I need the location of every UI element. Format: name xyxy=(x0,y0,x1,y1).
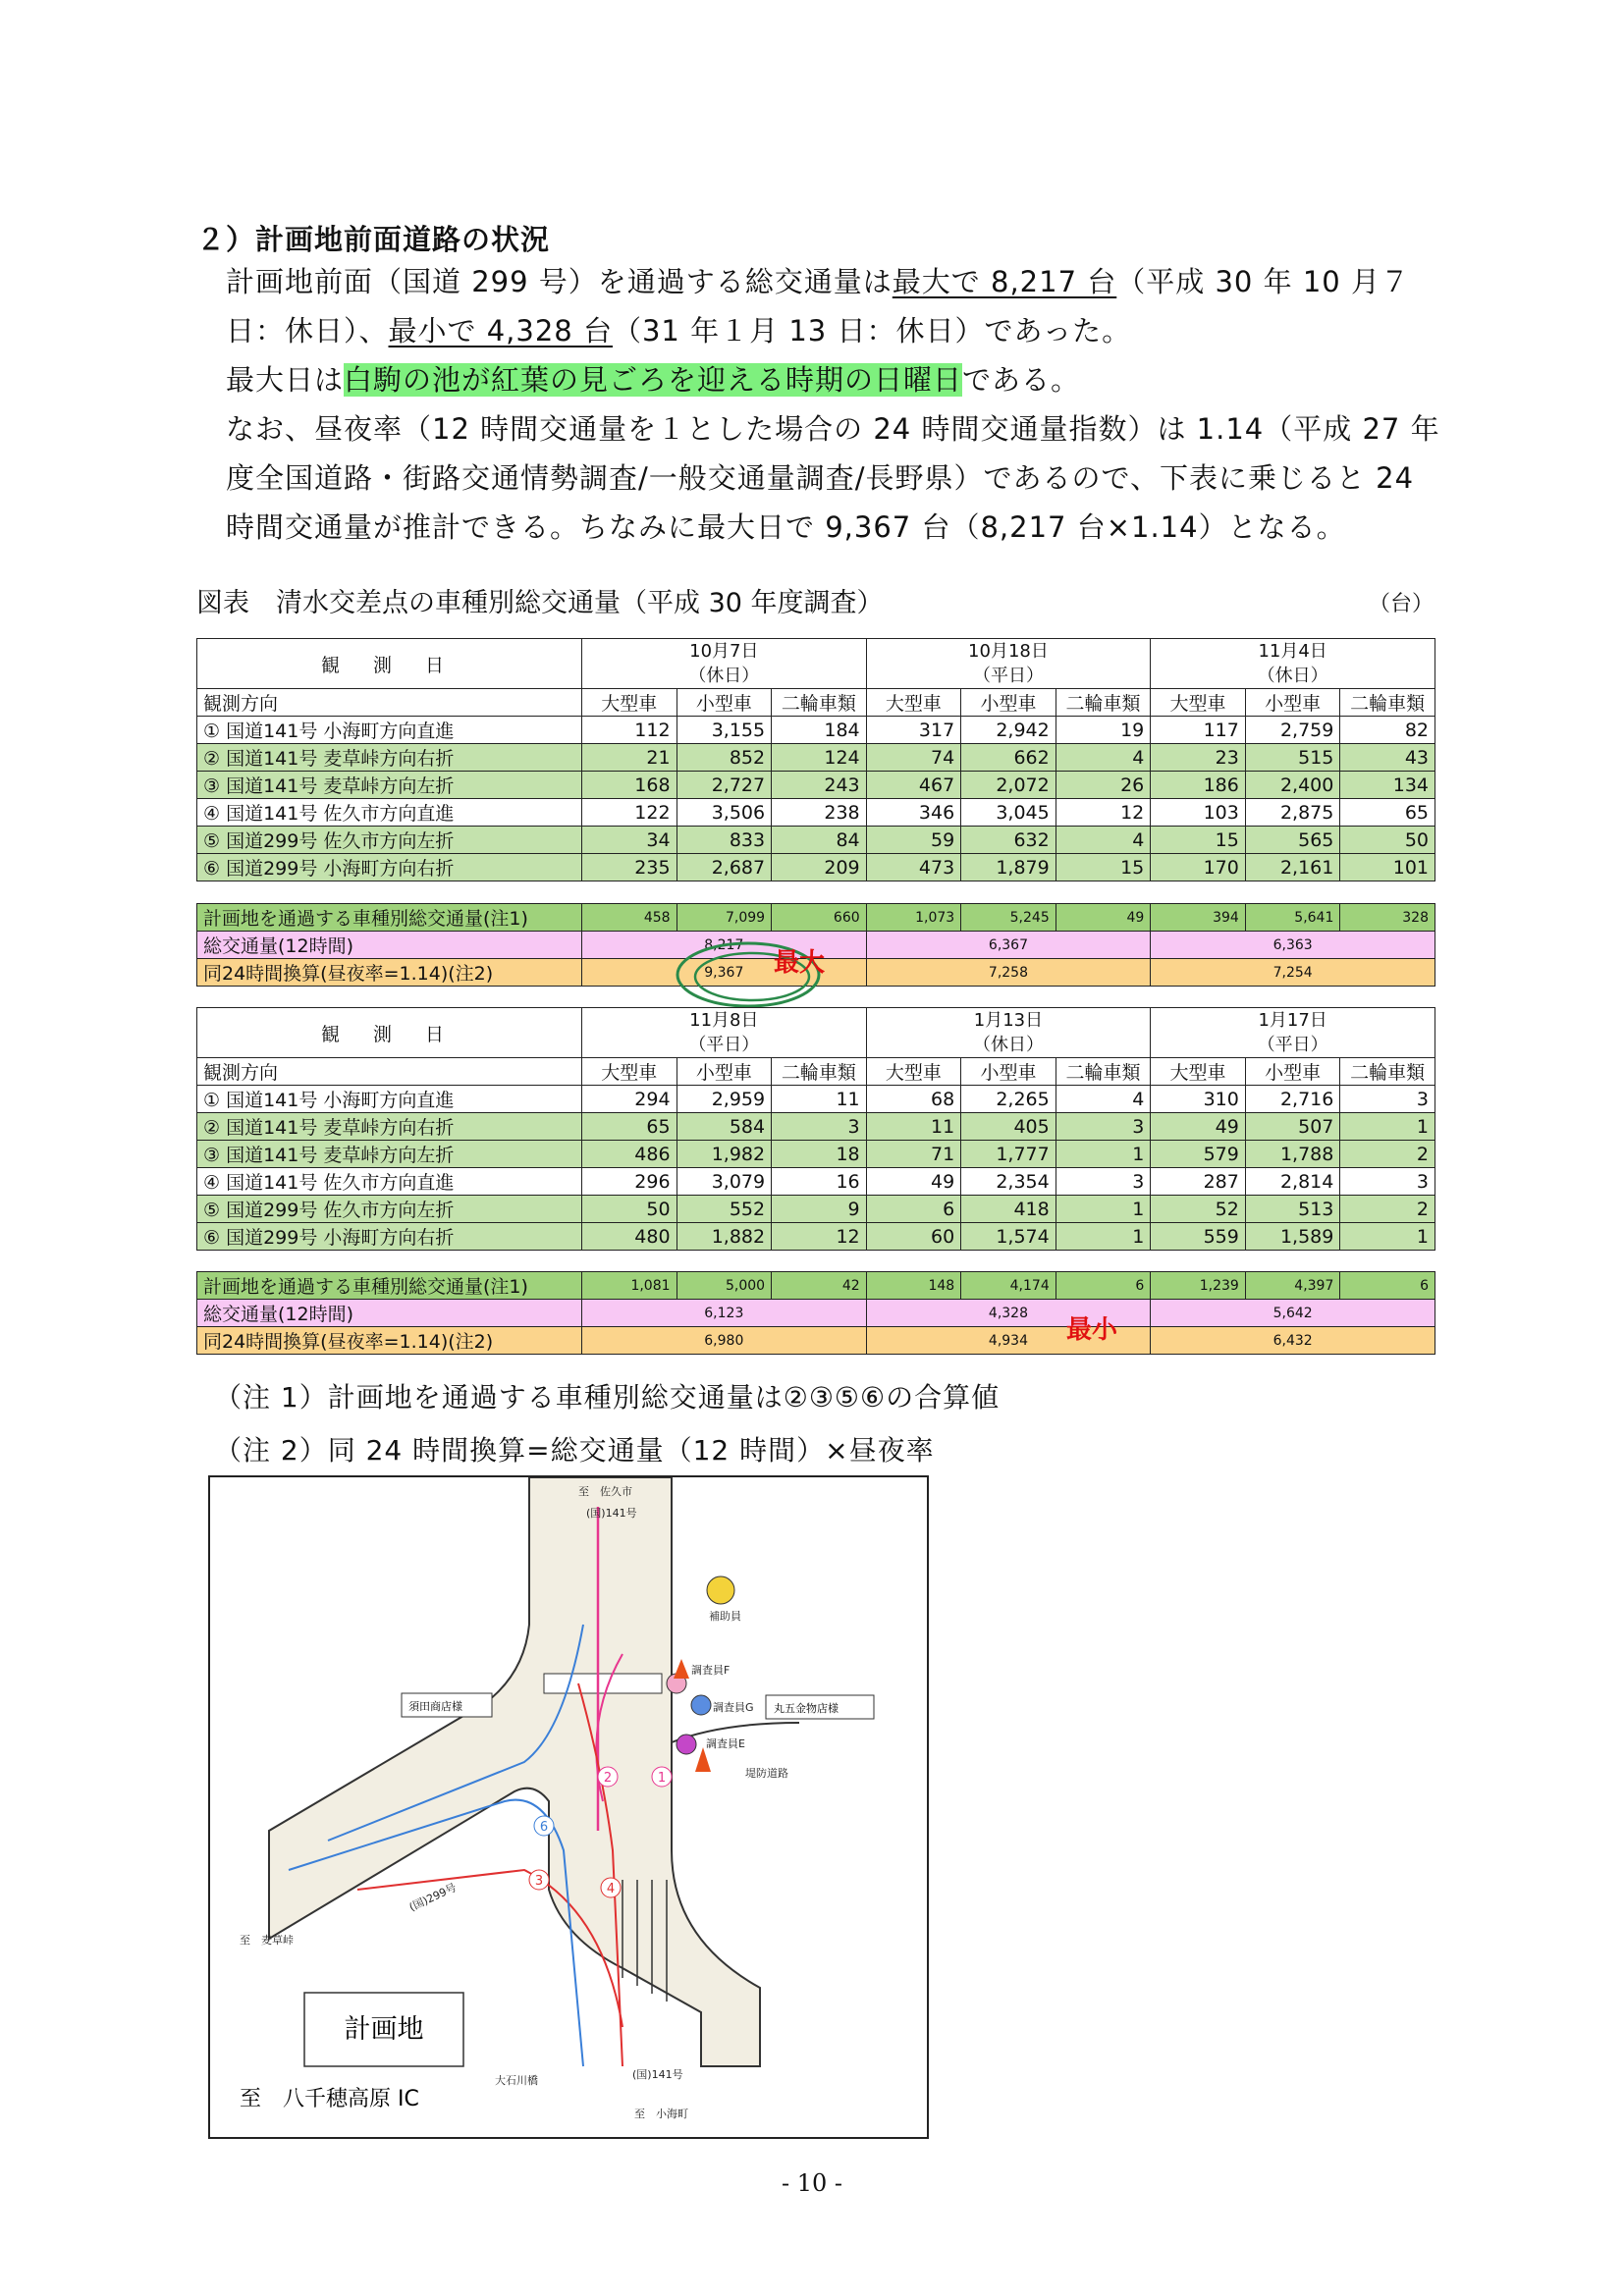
col-large: 大型車 xyxy=(866,1058,961,1086)
direction-cell: ⑥ 国道299号 小海町方向右折 xyxy=(197,854,582,881)
p2-text-a: 最大日は xyxy=(226,363,345,397)
value-cell: 16 xyxy=(772,1168,867,1196)
value-cell: 662 xyxy=(961,744,1056,772)
value-cell: 486 xyxy=(582,1141,677,1168)
twelve-cell: 6,363 xyxy=(1151,932,1435,959)
day24-cell: 6,432 xyxy=(1151,1327,1435,1355)
twelve-cell: 6,367 xyxy=(866,932,1151,959)
day24-cell: 6,980 xyxy=(582,1327,867,1355)
total-cell: 4,397 xyxy=(1245,1272,1340,1300)
value-cell: 287 xyxy=(1151,1168,1246,1196)
flow-number-4-text: 4 xyxy=(606,1882,616,1896)
direction-cell: ② 国道141号 麦草峠方向右折 xyxy=(197,744,582,772)
value-cell: 1,788 xyxy=(1245,1141,1340,1168)
value-cell: 3 xyxy=(1340,1168,1435,1196)
road-141-north xyxy=(269,1477,760,2066)
page-number: - 10 - xyxy=(781,2169,842,2197)
value-cell: 18 xyxy=(772,1141,867,1168)
surveyor-icon xyxy=(677,1735,696,1754)
value-cell: 852 xyxy=(677,744,772,772)
label-oishikawa: 大石川橋 xyxy=(495,2074,538,2087)
min-mark: 最小 xyxy=(1066,1315,1118,1345)
value-cell: 1,589 xyxy=(1245,1223,1340,1251)
table-row xyxy=(197,772,1435,799)
value-cell: 65 xyxy=(1340,799,1435,827)
value-cell: 209 xyxy=(772,854,867,881)
value-cell: 11 xyxy=(772,1086,867,1113)
col-small: 小型車 xyxy=(1245,689,1340,717)
value-cell: 170 xyxy=(1151,854,1246,881)
value-cell: 2,727 xyxy=(677,772,772,799)
value-cell: 65 xyxy=(582,1113,677,1141)
day-header: 10月18日 （平日） xyxy=(866,639,1151,689)
value-cell: 101 xyxy=(1340,854,1435,881)
direction-cell: ⑤ 国道299号 佐久市方向左折 xyxy=(197,1196,582,1223)
p3-text: なお、昼夜率（12 時間交通量を１とした場合の 24 時間交通量指数）は 1.14（平成 27 年度全国道路・街路交通情勢調査/一般交通量調査/長野県）であるので、下表に乗じると 24 時間交通量が推計できる。ちなみに最大日で 9,367 台（8,217 台×1.14）となる。 xyxy=(226,412,1440,544)
table-row xyxy=(197,1168,1435,1196)
value-cell: 1 xyxy=(1056,1141,1151,1168)
label-route141-bottom: (国)141号 xyxy=(632,2068,683,2081)
value-cell: 21 xyxy=(582,744,677,772)
value-cell: 49 xyxy=(1151,1113,1246,1141)
value-cell: 579 xyxy=(1151,1141,1246,1168)
value-cell: 2,400 xyxy=(1245,772,1340,799)
value-cell: 84 xyxy=(772,827,867,854)
p1-text-a: 計画地前面（国道 299 号）を通過する総交通量は xyxy=(226,265,893,298)
value-cell: 513 xyxy=(1245,1196,1340,1223)
p1-text-c: （31 年１月 13 日：休日）であった。 xyxy=(612,314,1132,347)
traffic-table-1 xyxy=(196,638,1435,881)
value-cell: 9 xyxy=(772,1196,867,1223)
direction-label: 観測方向 xyxy=(197,1058,582,1086)
p1-max: 最大で 8,217 台 xyxy=(892,265,1117,298)
flow-number-1-text: 1 xyxy=(657,1771,667,1786)
col-two: 二輪車類 xyxy=(772,689,867,717)
flow-number-2-text: 2 xyxy=(603,1771,613,1786)
value-cell: 34 xyxy=(582,827,677,854)
col-two: 二輪車類 xyxy=(772,1058,867,1086)
value-cell: 23 xyxy=(1151,744,1246,772)
day24-label: 同24時間換算(昼夜率=1.14)(注2) xyxy=(197,959,582,987)
total-cell: 394 xyxy=(1151,904,1246,932)
table-row xyxy=(197,744,1435,772)
value-cell: 26 xyxy=(1056,772,1151,799)
value-cell: 2,354 xyxy=(961,1168,1056,1196)
twelve-label: 総交通量(12時間) xyxy=(197,932,582,959)
direction-cell: ① 国道141号 小海町方向直進 xyxy=(197,717,582,744)
value-cell: 243 xyxy=(772,772,867,799)
label-store-left: 須田商店様 xyxy=(408,1700,462,1713)
twelve-cell: 5,642 xyxy=(1151,1300,1435,1327)
direction-label: 観測方向 xyxy=(197,689,582,717)
value-cell: 112 xyxy=(582,717,677,744)
table-row xyxy=(197,1086,1435,1113)
value-cell: 3 xyxy=(1056,1168,1151,1196)
value-cell: 3 xyxy=(1056,1113,1151,1141)
value-cell: 2,759 xyxy=(1245,717,1340,744)
direction-cell: ⑤ 国道299号 佐久市方向左折 xyxy=(197,827,582,854)
value-cell: 1 xyxy=(1340,1223,1435,1251)
twelve-cell: 4,328 xyxy=(866,1300,1151,1327)
flow-number-6-text: 6 xyxy=(539,1820,549,1835)
value-cell: 238 xyxy=(772,799,867,827)
total-cell: 1,239 xyxy=(1151,1272,1246,1300)
obs-day-label: 観 測 日 xyxy=(197,639,582,689)
day24-cell: 9,367 xyxy=(582,959,867,987)
total-cell: 1,073 xyxy=(866,904,961,932)
direction-cell: ④ 国道141号 佐久市方向直進 xyxy=(197,799,582,827)
value-cell: 2 xyxy=(1340,1141,1435,1168)
day24-cell: 4,934 xyxy=(866,1327,1151,1355)
value-cell: 405 xyxy=(961,1113,1056,1141)
value-cell: 52 xyxy=(1151,1196,1246,1223)
traffic-table-2-summary xyxy=(196,1271,1435,1355)
value-cell: 60 xyxy=(866,1223,961,1251)
table-row xyxy=(197,1113,1435,1141)
value-cell: 3,506 xyxy=(677,799,772,827)
total-cell: 6 xyxy=(1340,1272,1435,1300)
label-to-saku: 至 佐久市 xyxy=(578,1485,632,1498)
paragraph-traffic-summary xyxy=(196,257,1443,552)
total-cell: 660 xyxy=(772,904,867,932)
value-cell: 19 xyxy=(1056,717,1151,744)
value-cell: 2,716 xyxy=(1245,1086,1340,1113)
note-2: （注 2）同 24 時間換算=総交通量（12 時間）×昼夜率 xyxy=(214,1434,935,1467)
direction-cell: ③ 国道141号 麦草峠方向左折 xyxy=(197,772,582,799)
label-to-mugikusa: 至 麦草峠 xyxy=(240,1934,294,1947)
col-small: 小型車 xyxy=(1245,1058,1340,1086)
total-label: 計画地を通過する車種別総交通量(注1) xyxy=(197,1272,582,1300)
value-cell: 584 xyxy=(677,1113,772,1141)
label-route141-top: (国)141号 xyxy=(586,1507,637,1520)
total-cell: 6 xyxy=(1056,1272,1151,1300)
total-cell: 458 xyxy=(582,904,677,932)
caption-title: 図表 清水交差点の車種別総交通量（平成 30 年度調査） xyxy=(196,588,884,618)
value-cell: 467 xyxy=(866,772,961,799)
total-label: 計画地を通過する車種別総交通量(注1) xyxy=(197,904,582,932)
value-cell: 184 xyxy=(772,717,867,744)
note-1: （注 1）計画地を通過する車種別総交通量は②③⑤⑥の合算値 xyxy=(214,1381,1001,1414)
value-cell: 833 xyxy=(677,827,772,854)
twelve-cell: 8,217 xyxy=(582,932,867,959)
table2-body xyxy=(197,1086,1435,1251)
value-cell: 632 xyxy=(961,827,1056,854)
col-large: 大型車 xyxy=(1151,689,1246,717)
value-cell: 4 xyxy=(1056,744,1151,772)
total-cell: 49 xyxy=(1056,904,1151,932)
value-cell: 4 xyxy=(1056,1086,1151,1113)
value-cell: 12 xyxy=(1056,799,1151,827)
value-cell: 2,161 xyxy=(1245,854,1340,881)
p1-text-b: （平成 30 年 10 月７日：休日）、 xyxy=(226,265,1410,347)
table-row xyxy=(197,854,1435,881)
value-cell: 507 xyxy=(1245,1113,1340,1141)
table-row xyxy=(197,1223,1435,1251)
value-cell: 1 xyxy=(1340,1113,1435,1141)
value-cell: 1 xyxy=(1056,1223,1151,1251)
direction-cell: ③ 国道141号 麦草峠方向左折 xyxy=(197,1141,582,1168)
value-cell: 50 xyxy=(582,1196,677,1223)
total-cell: 1,081 xyxy=(582,1272,677,1300)
value-cell: 49 xyxy=(866,1168,961,1196)
value-cell: 235 xyxy=(582,854,677,881)
value-cell: 1,982 xyxy=(677,1141,772,1168)
table-row xyxy=(197,717,1435,744)
day24-cell: 7,258 xyxy=(866,959,1151,987)
day-header: 10月7日 （休日） xyxy=(582,639,867,689)
value-cell: 1 xyxy=(1056,1196,1151,1223)
p2-text-b: である。 xyxy=(962,363,1081,397)
label-store-right: 丸五金物店様 xyxy=(774,1702,839,1715)
total-cell: 328 xyxy=(1340,904,1435,932)
value-cell: 515 xyxy=(1245,744,1340,772)
direction-cell: ⑥ 国道299号 小海町方向右折 xyxy=(197,1223,582,1251)
col-large: 大型車 xyxy=(1151,1058,1246,1086)
value-cell: 1,882 xyxy=(677,1223,772,1251)
value-cell: 122 xyxy=(582,799,677,827)
obs-day-label: 観 測 日 xyxy=(197,1008,582,1058)
day24-cell: 7,254 xyxy=(1151,959,1435,987)
value-cell: 346 xyxy=(866,799,961,827)
value-cell: 68 xyxy=(866,1086,961,1113)
surveyor-icon xyxy=(691,1695,711,1715)
table-caption xyxy=(196,581,1434,619)
value-cell: 3 xyxy=(772,1113,867,1141)
value-cell: 15 xyxy=(1151,827,1246,854)
total-cell: 5,245 xyxy=(961,904,1056,932)
label-to-yachiho: 至 八千穂高原 IC xyxy=(240,2087,419,2111)
day-header: 11月4日 （休日） xyxy=(1151,639,1435,689)
day-header: 1月13日 （休日） xyxy=(866,1008,1151,1058)
value-cell: 3,079 xyxy=(677,1168,772,1196)
max-mark: 最大 xyxy=(774,948,826,978)
value-cell: 3,155 xyxy=(677,717,772,744)
value-cell: 74 xyxy=(866,744,961,772)
label-survey-e: 調査員E xyxy=(706,1737,745,1750)
label-route299: (国)299号 xyxy=(406,1881,460,1914)
col-two: 二輪車類 xyxy=(1056,689,1151,717)
value-cell: 124 xyxy=(772,744,867,772)
section-heading: ２）計画地前面道路の状況 xyxy=(196,223,551,256)
cone-icon xyxy=(674,1659,689,1679)
col-large: 大型車 xyxy=(582,689,677,717)
value-cell: 559 xyxy=(1151,1223,1246,1251)
value-cell: 2,942 xyxy=(961,717,1056,744)
label-hojoin: 補助員 xyxy=(709,1610,741,1623)
total-cell: 5,641 xyxy=(1245,904,1340,932)
value-cell: 2,072 xyxy=(961,772,1056,799)
crosswalk-north xyxy=(544,1674,662,1693)
value-cell: 2,814 xyxy=(1245,1168,1340,1196)
col-small: 小型車 xyxy=(961,1058,1056,1086)
value-cell: 317 xyxy=(866,717,961,744)
total-cell: 5,000 xyxy=(677,1272,772,1300)
value-cell: 296 xyxy=(582,1168,677,1196)
value-cell: 3,045 xyxy=(961,799,1056,827)
value-cell: 168 xyxy=(582,772,677,799)
label-survey-f: 調査員F xyxy=(691,1664,731,1677)
flow-number-3-text: 3 xyxy=(534,1874,544,1889)
col-two: 二輪車類 xyxy=(1340,689,1435,717)
twelve-cell: 6,123 xyxy=(582,1300,867,1327)
value-cell: 1,879 xyxy=(961,854,1056,881)
intersection-drawing xyxy=(210,1477,927,2137)
value-cell: 2,687 xyxy=(677,854,772,881)
value-cell: 71 xyxy=(866,1141,961,1168)
col-two: 二輪車類 xyxy=(1056,1058,1151,1086)
label-survey-g: 調査員G xyxy=(713,1701,754,1714)
table-row xyxy=(197,827,1435,854)
value-cell: 50 xyxy=(1340,827,1435,854)
table-row xyxy=(197,1196,1435,1223)
value-cell: 15 xyxy=(1056,854,1151,881)
value-cell: 552 xyxy=(677,1196,772,1223)
table-row xyxy=(197,1141,1435,1168)
caption-unit: （台） xyxy=(1368,592,1434,616)
value-cell: 134 xyxy=(1340,772,1435,799)
p2-highlight: 白駒の池が紅葉の見ごろを迎える時期の日曜日 xyxy=(344,363,963,397)
total-cell: 148 xyxy=(866,1272,961,1300)
value-cell: 1,777 xyxy=(961,1141,1056,1168)
value-cell: 4 xyxy=(1056,827,1151,854)
day24-label: 同24時間換算(昼夜率=1.14)(注2) xyxy=(197,1327,582,1355)
col-large: 大型車 xyxy=(582,1058,677,1086)
value-cell: 59 xyxy=(866,827,961,854)
col-small: 小型車 xyxy=(961,689,1056,717)
value-cell: 310 xyxy=(1151,1086,1246,1113)
direction-cell: ④ 国道141号 佐久市方向直進 xyxy=(197,1168,582,1196)
value-cell: 473 xyxy=(866,854,961,881)
value-cell: 294 xyxy=(582,1086,677,1113)
value-cell: 2,265 xyxy=(961,1086,1056,1113)
value-cell: 480 xyxy=(582,1223,677,1251)
value-cell: 11 xyxy=(866,1113,961,1141)
value-cell: 12 xyxy=(772,1223,867,1251)
value-cell: 418 xyxy=(961,1196,1056,1223)
col-two: 二輪車類 xyxy=(1340,1058,1435,1086)
twelve-label: 総交通量(12時間) xyxy=(197,1300,582,1327)
total-cell: 7,099 xyxy=(677,904,772,932)
day-header: 11月8日 （平日） xyxy=(582,1008,867,1058)
value-cell: 1,574 xyxy=(961,1223,1056,1251)
col-small: 小型車 xyxy=(677,689,772,717)
direction-cell: ② 国道141号 麦草峠方向右折 xyxy=(197,1113,582,1141)
value-cell: 565 xyxy=(1245,827,1340,854)
surveyor-icon xyxy=(707,1576,734,1604)
value-cell: 2 xyxy=(1340,1196,1435,1223)
value-cell: 43 xyxy=(1340,744,1435,772)
p1-min: 最小で 4,328 台 xyxy=(388,314,613,347)
col-large: 大型車 xyxy=(866,689,961,717)
value-cell: 2,875 xyxy=(1245,799,1340,827)
label-to-koumi: 至 小海町 xyxy=(634,2108,688,2120)
table1-body xyxy=(197,717,1435,881)
cone-icon xyxy=(695,1747,711,1772)
value-cell: 3 xyxy=(1340,1086,1435,1113)
label-teibou: 堤防道路 xyxy=(745,1767,788,1780)
value-cell: 2,959 xyxy=(677,1086,772,1113)
direction-cell: ① 国道141号 小海町方向直進 xyxy=(197,1086,582,1113)
value-cell: 6 xyxy=(866,1196,961,1223)
total-cell: 4,174 xyxy=(961,1272,1056,1300)
value-cell: 117 xyxy=(1151,717,1246,744)
traffic-table-2 xyxy=(196,1007,1435,1251)
intersection-map xyxy=(208,1475,929,2139)
total-cell: 42 xyxy=(772,1272,867,1300)
col-small: 小型車 xyxy=(677,1058,772,1086)
label-plan-site: 計画地 xyxy=(344,2014,424,2045)
value-cell: 103 xyxy=(1151,799,1246,827)
day-header: 1月17日 （平日） xyxy=(1151,1008,1435,1058)
value-cell: 82 xyxy=(1340,717,1435,744)
value-cell: 186 xyxy=(1151,772,1246,799)
table-row xyxy=(197,799,1435,827)
